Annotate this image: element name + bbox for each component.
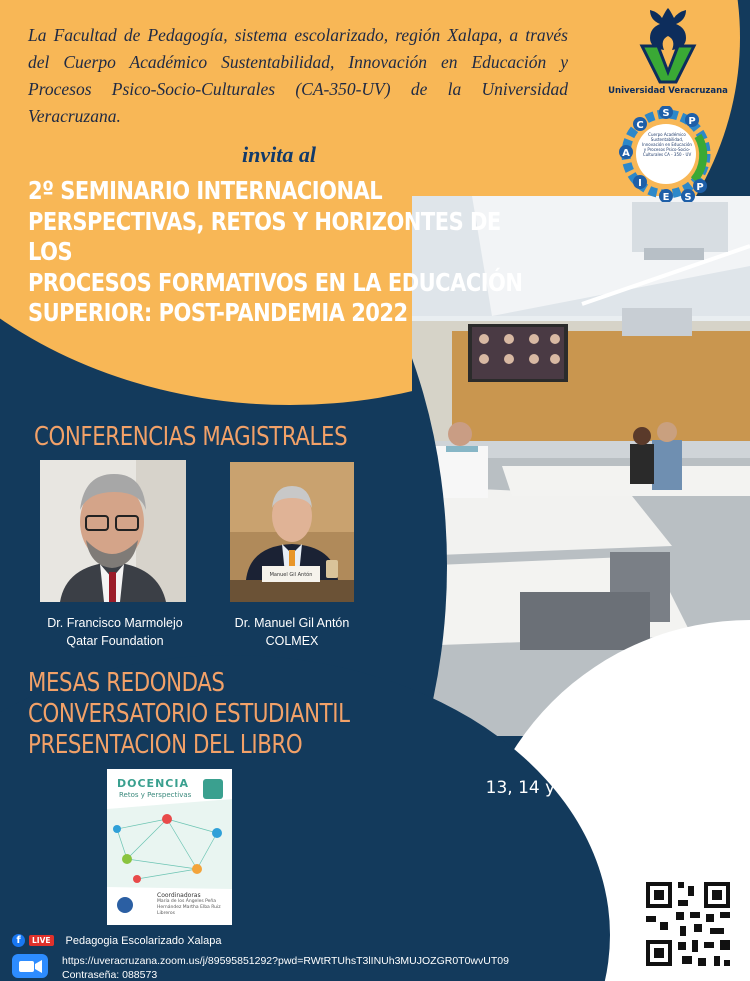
qr-code[interactable]: [636, 872, 740, 976]
seminar-title-line: PERSPECTIVAS, RETOS Y HORIZONTES DE LOS: [28, 206, 501, 266]
speaker-card-gil-anton: [214, 614, 370, 650]
intro-paragraph: La Facultad de Pedagogía, sistema escolarizado, región Xalapa, a través del Cuerpo Académico Sustentabilidad, Innovación en Educación y Procesos Psico-Socio-Culturales (CA-350-UV) de la Universidad Veracruzana.: [28, 25, 568, 126]
book-coordinators-names: María de los Ángeles Peña Hernández Martha Elba Ruiz Libreros: [157, 899, 221, 916]
name-placard: Manuel Gil Antón: [269, 572, 313, 578]
ca-letter: C: [636, 120, 644, 131]
activity-item: MESAS REDONDAS: [28, 668, 225, 698]
book-coordinators: [157, 893, 227, 917]
seminar-title-line: 2º SEMINARIO INTERNACIONAL: [28, 176, 383, 205]
ca-letter: S: [684, 192, 692, 202]
zoom-details: [62, 954, 509, 981]
seminar-title-line: SUPERIOR: POST-PANDEMIA 2022: [28, 298, 408, 327]
ca-logo-text: Cuerpo Académico Sustentabilidad, Innovación en Educación y Procesos Psico-Socio-Culturales CA - 350 - UV: [642, 132, 692, 157]
ca-letter: E: [662, 192, 670, 202]
event-platform: Plataforma Zoom: [589, 828, 736, 848]
activity-item: CONVERSATORIO ESTUDIANTIL: [28, 699, 350, 729]
activities-list: [28, 668, 350, 761]
speaker-org: COLMEX: [265, 634, 319, 648]
event-dates: 13, 14 y 15 de Junio del 2022: [485, 778, 736, 798]
book-subtitle: Retos y Perspectivas: [119, 791, 192, 799]
speaker-name: Dr. Manuel Gil Antón: [234, 616, 350, 630]
book-title: DOCENCIA: [117, 777, 189, 790]
book-coordinators-label: Coordinadoras: [157, 892, 201, 899]
ca-letter: P: [696, 182, 704, 193]
ca-letter: A: [622, 148, 630, 159]
ca-letter: P: [688, 116, 696, 127]
facebook-icon: f: [12, 934, 25, 947]
live-badge: LIVE: [29, 935, 54, 946]
zoom-password: Contraseña: 088573: [62, 969, 158, 981]
zoom-icon: [12, 954, 48, 978]
invita-text: invita al: [242, 142, 316, 167]
speaker-name: Dr. Francisco Marmolejo: [47, 616, 183, 630]
university-name: Universidad Veracruzana: [608, 86, 728, 96]
ca-gear-logo-icon: [618, 106, 714, 202]
seminar-title: [28, 176, 532, 329]
speaker-org: Qatar Foundation: [66, 634, 164, 648]
seminar-title-line: PROCESOS FORMATIVOS EN LA EDUCACIÓN: [28, 267, 523, 297]
event-time: 10:00 a 13:00hrs.: [584, 803, 736, 823]
zoom-info-row: [12, 954, 509, 981]
event-details: [486, 776, 736, 851]
speaker-card-marmolejo: [30, 614, 200, 650]
activity-item: PRESENTACION DEL LIBRO: [28, 730, 303, 760]
facebook-page-name[interactable]: Pedagogia Escolarizado Xalapa: [65, 934, 222, 947]
zoom-link[interactable]: https://uveracruzana.zoom.us/j/89595851292?pwd=RWtRTUhsT3lINUh3MUJOZGR0T0wvUT09: [62, 955, 509, 967]
ca-letter: I: [638, 178, 642, 189]
conferences-title: CONFERENCIAS MAGISTRALES: [34, 422, 348, 452]
book-cover: [107, 769, 232, 925]
facebook-live-row[interactable]: [12, 934, 221, 947]
speaker-photo-marmolejo: [40, 460, 186, 602]
ca-letter: S: [662, 108, 670, 119]
speaker-photo-gil-anton: [230, 462, 354, 602]
